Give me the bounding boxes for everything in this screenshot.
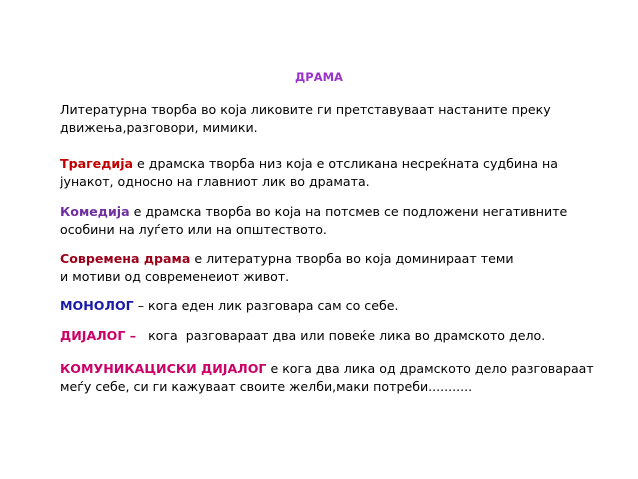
monologue-term: МОНОЛОГ xyxy=(60,298,134,313)
literary-definition xyxy=(60,101,620,137)
modern-line-1 xyxy=(60,250,620,268)
tragedy-line-1 xyxy=(60,155,620,173)
dialogue-definition xyxy=(60,327,620,345)
communication-dialogue-definition xyxy=(60,360,620,396)
comedy-line-1-text: е драмска творба во која на потсмев се подложени негативните xyxy=(129,204,568,219)
slide-title: ДРАМА xyxy=(295,70,343,84)
literary-line-2: движења,разговори, мимики. xyxy=(60,120,258,135)
literary-line-1: Литературна творба во која ликовите ги претставуваат настаните преку xyxy=(60,102,551,117)
tragedy-line-2: јунакот, односно на главниот лик во драмата. xyxy=(60,174,370,189)
comm-line-2: меѓу себе, си ги кажуваат своите желби,маки потреби........... xyxy=(60,379,473,394)
monologue-definition xyxy=(60,297,620,315)
communication-dialogue-term: КОМУНИКАЦИСКИ ДИЈАЛОГ xyxy=(60,361,267,376)
comm-line-1 xyxy=(60,360,620,378)
modern-line-1-text: е литературна творба во која доминираат теми xyxy=(190,251,514,266)
dialogue-line xyxy=(60,327,620,345)
comm-line-1-text: е кога два лика од драмското дело разговараат xyxy=(266,361,594,376)
comedy-line-2: особини на луѓето или на општеството. xyxy=(60,222,327,237)
comedy-line-1 xyxy=(60,203,620,221)
modern-line-2: и мотиви од современеиот живот. xyxy=(60,269,290,284)
comedy-definition xyxy=(60,203,620,239)
monologue-text: – кога еден лик разговара сам со себе. xyxy=(133,298,399,313)
modern-drama-term: Современа драма xyxy=(60,251,191,266)
comedy-term: Комедија xyxy=(60,204,130,219)
tragedy-definition xyxy=(60,155,620,191)
tragedy-term: Трагедија xyxy=(60,156,134,171)
dialogue-term: ДИЈАЛОГ – xyxy=(60,328,137,343)
modern-drama-definition xyxy=(60,250,620,286)
tragedy-line-1-text: е драмска творба низ која е отсликана несреќната судбина на xyxy=(133,156,558,171)
monologue-line xyxy=(60,297,620,315)
dialogue-text: кога разговараат два или повеќе лика во драмското дело. xyxy=(136,328,546,343)
